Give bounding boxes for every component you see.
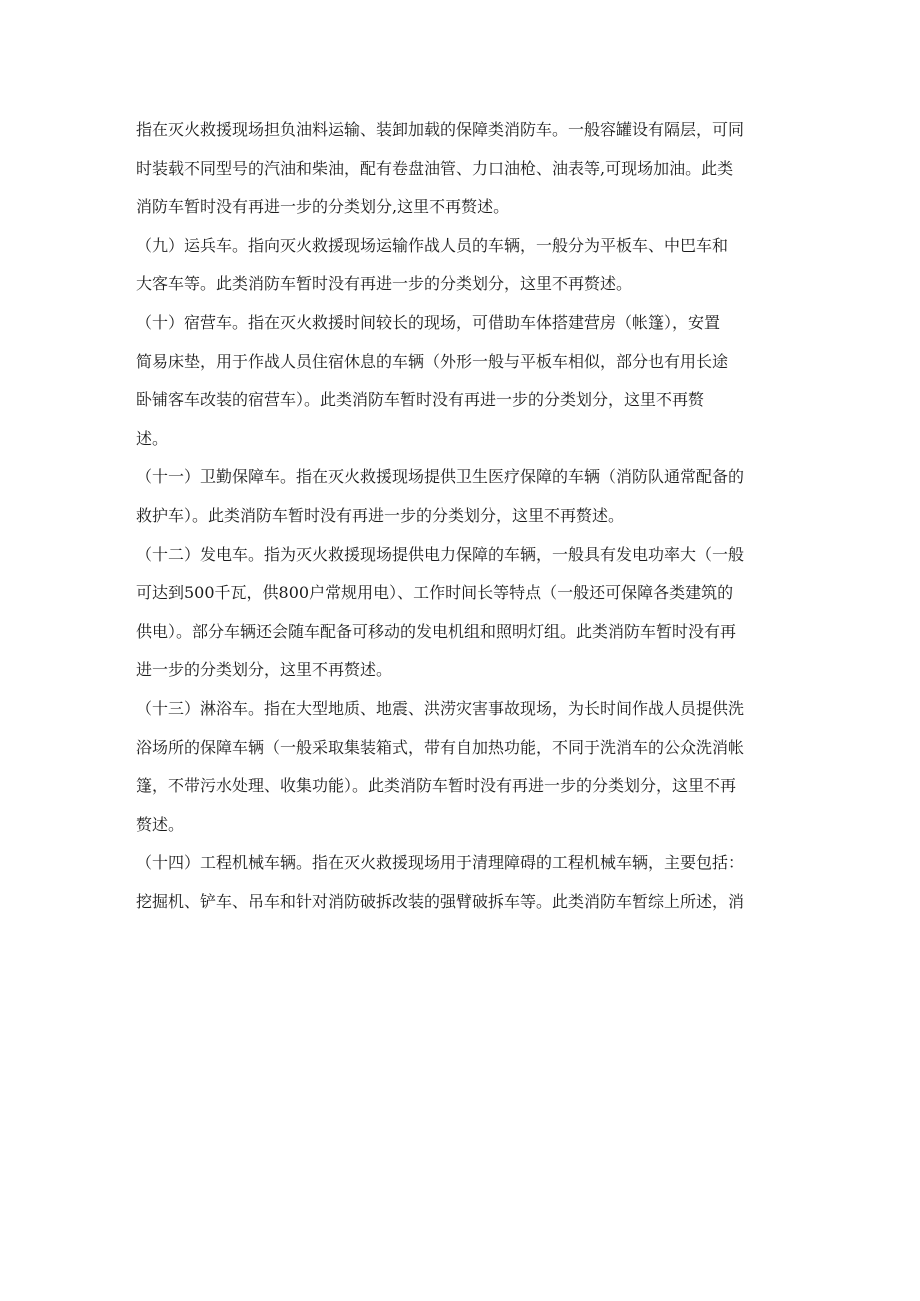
body-text xyxy=(136,111,796,921)
text-line: 指在灭火救援现场担负油料运输、装卸加载的保障类消防车。一般容罐设有隔层，可同 xyxy=(136,120,745,139)
text-line: 挖掘机、铲车、吊车和针对消防破拆改装的强臂破拆车等。此类消防车暂综上所述，消 xyxy=(136,891,745,911)
text-line: 救护车）。此类消防车暂时没有再进一步的分类划分，这里不再赘述。 xyxy=(136,505,625,525)
text-line: 可达到500千瓦，供800户常规用电）、工作时间长等特点（一般还可保障各类建筑的 xyxy=(136,583,734,603)
text-line: （十三）淋浴车。指在大型地质、地震、洪涝灾害事故现场，为长时间作战人员提供洗 xyxy=(136,698,745,718)
text-line: 卧铺客车改装的宿营车）。此类消防车暂时没有再进一步的分类划分，这里不再赘 xyxy=(136,390,705,410)
text-line: （九）运兵车。指向灭火救援现场运输作战人员的车辆，一般分为平板车、中巴车和 xyxy=(136,235,729,255)
text-line: 大客车等。此类消防车暂时没有再进一步的分类划分，这里不再赘述。 xyxy=(136,274,633,294)
text-line: 赘述。 xyxy=(136,814,185,834)
text-line: 篷，不带污水处理、收集功能）。此类消防车暂时没有再进一步的分类划分，这里不再 xyxy=(136,776,737,796)
text-line: （十）宿营车。指在灭火救援时间较长的现场，可借助车体搭建营房（帐篷），安置 xyxy=(136,312,721,332)
text-line: 进一步的分类划分，这里不再赘述。 xyxy=(136,660,393,680)
text-line: 简易床垫，用于作战人员住宿休息的车辆（外形一般与平板车相似，部分也有用长途 xyxy=(136,351,729,371)
text-line: 时装载不同型号的汽油和柴油，配有卷盘油管、力口油枪、油表等,可现场加油。此类 xyxy=(136,158,734,178)
text-line: 消防车暂时没有再进一步的分类划分,这里不再赘述。 xyxy=(136,197,510,217)
text-line: 述。 xyxy=(136,428,169,448)
text-line: （十二）发电车。指为灭火救援现场提供电力保障的车辆，一般具有发电功率大（一般 xyxy=(136,544,745,564)
text-line: （十一）卫勤保障车。指在灭火救援现场提供卫生医疗保障的车辆（消防队通常配备的 xyxy=(136,467,745,487)
text-line: （十四）工程机械车辆。指在灭火救援现场用于清理障碍的工程机械车辆，主要包括： xyxy=(136,853,745,873)
text-line: 供电）。部分车辆还会随车配备可移动的发电机组和照明灯组。此类消防车暂时没有再 xyxy=(136,621,737,641)
text-line: 浴场所的保障车辆（一般采取集装箱式，带有自加热功能，不同于洗消车的公众洗消帐 xyxy=(136,737,745,757)
